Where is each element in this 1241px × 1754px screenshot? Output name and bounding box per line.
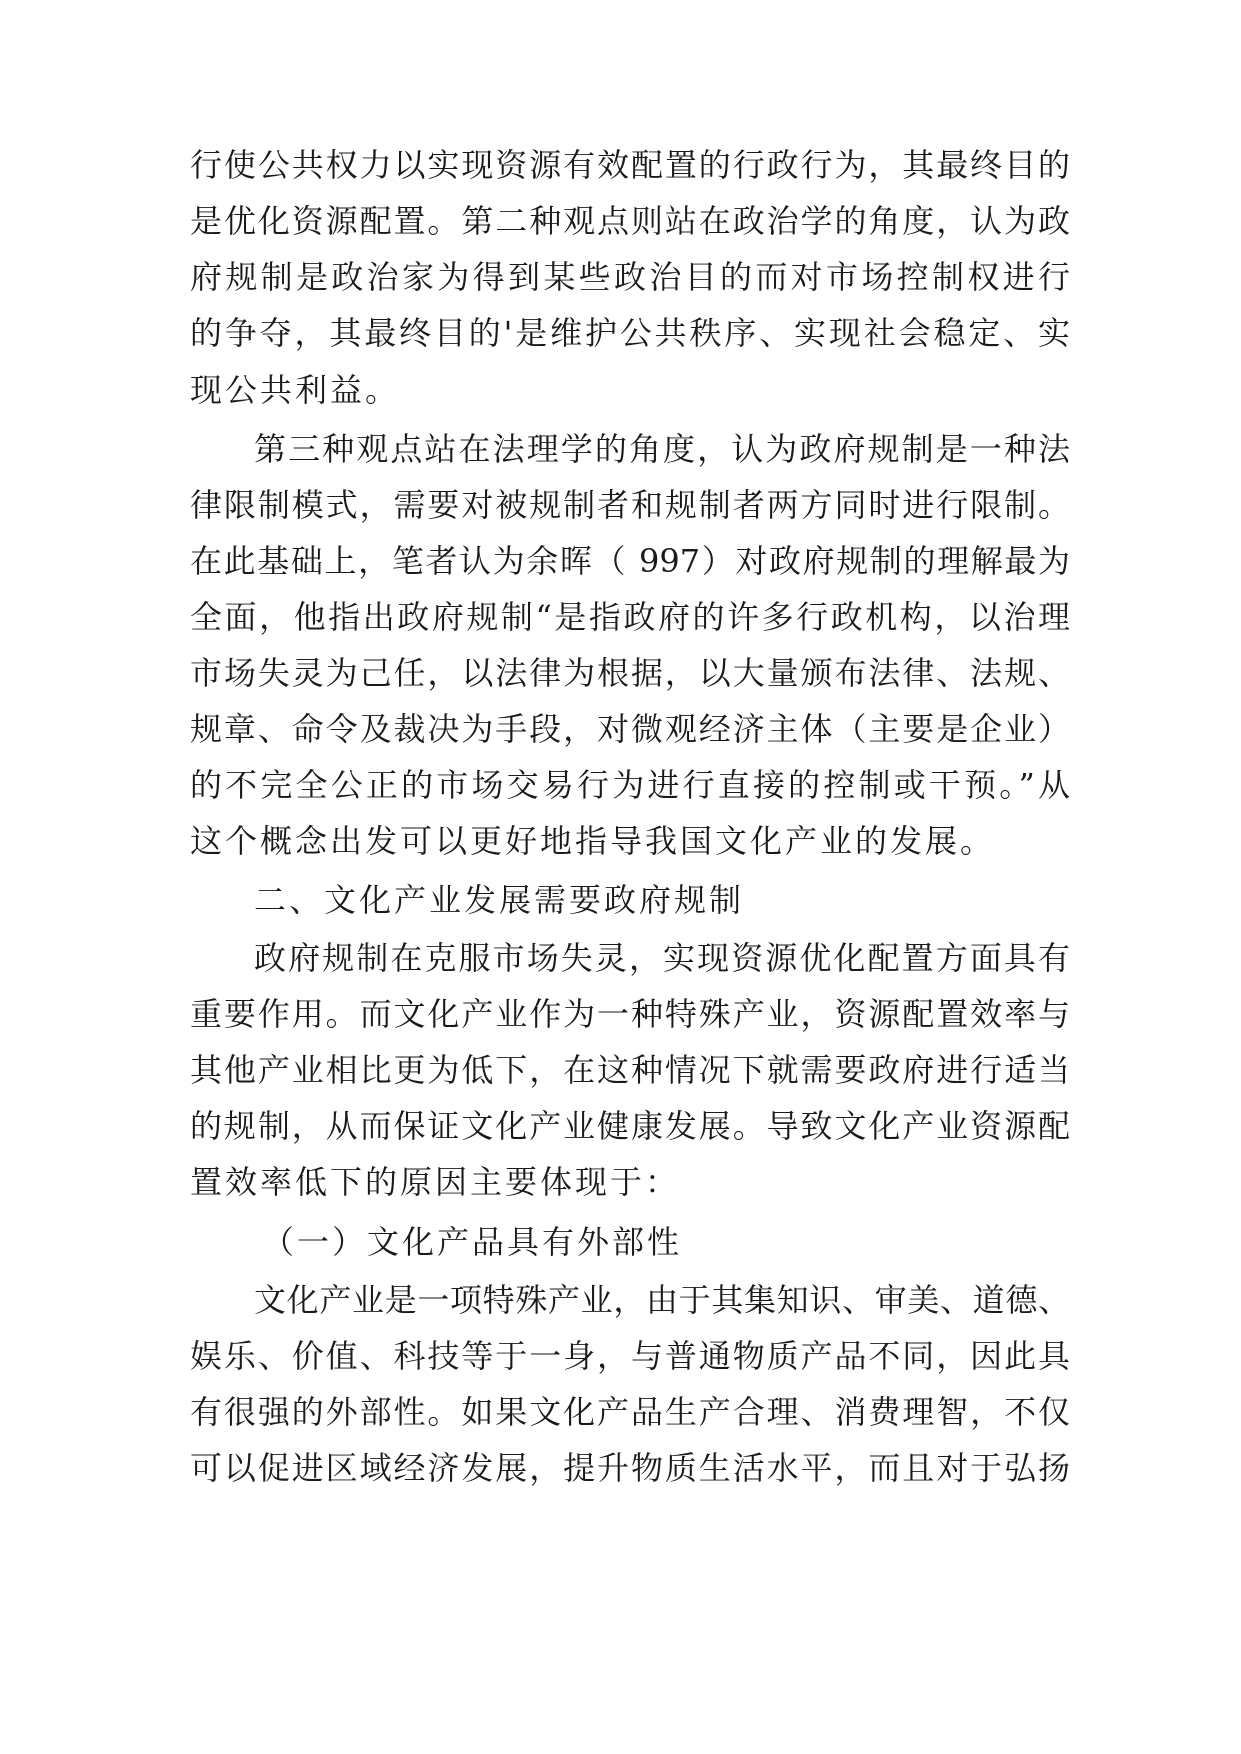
text-line: 是优化资源配置。第二种观点则站在政治学的角度，认为政 [190, 202, 1070, 240]
text-line: 其他产业相比更为低下，在这种情况下就需要政府进行适当 [190, 1051, 1070, 1089]
text-line: 全面，他指出政府规制“是指政府的许多行政机构，以治理 [190, 598, 1070, 636]
text-line: 府规制是政治家为得到某些政治目的而对市场控制权进行 [190, 258, 1070, 296]
text-line: 第三种观点站在法理学的角度，认为政府规制是一种法 [254, 430, 1070, 468]
text-line: 规章、命令及裁决为手段，对微观经济主体（主要是企业） [190, 710, 1070, 748]
text-line: 现公共利益。 [190, 371, 401, 409]
text-line: 的争夺，其最终目的'是维护公共秩序、实现社会稳定、实 [190, 314, 1070, 352]
text-line: 有很强的外部性。如果文化产品生产合理、消费理智，不仅 [190, 1393, 1070, 1431]
text-line: 娱乐、价值、科技等于一身，与普通物质产品不同，因此具 [190, 1337, 1070, 1375]
subsection-heading: （一）文化产品具有外部性 [262, 1223, 683, 1261]
text-line: 置效率低下的原因主要体现于： [190, 1163, 681, 1201]
text-line: 的规制，从而保证文化产业健康发展。导致文化产业资源配 [190, 1107, 1070, 1145]
text-line: 政府规制在克服市场失灵，实现资源优化配置方面具有 [254, 939, 1070, 977]
text-line: 可以促进区域经济发展，提升物质生活水平，而且对于弘扬 [190, 1449, 1070, 1487]
text-line: 市场失灵为己任，以法律为根据，以大量颁布法律、法规、 [190, 654, 1070, 692]
section-heading: 二、文化产业发展需要政府规制 [254, 881, 745, 919]
text-line: 在此基础上，笔者认为余晖（ 997）对政府规制的理解最为 [190, 542, 1070, 580]
text-line: 文化产业是一项特殊产业，由于其集知识、审美、道德、 [254, 1281, 1070, 1319]
text-line: 这个概念出发可以更好地指导我国文化产业的发展。 [190, 822, 996, 860]
text-line: 的不完全公正的市场交易行为进行直接的控制或干预。”从 [190, 766, 1070, 804]
text-line: 律限制模式，需要对被规制者和规制者两方同时进行限制。 [190, 486, 1070, 524]
text-line: 行使公共权力以实现资源有效配置的行政行为，其最终目的 [190, 146, 1070, 184]
text-line: 重要作用。而文化产业作为一种特殊产业，资源配置效率与 [190, 995, 1070, 1033]
